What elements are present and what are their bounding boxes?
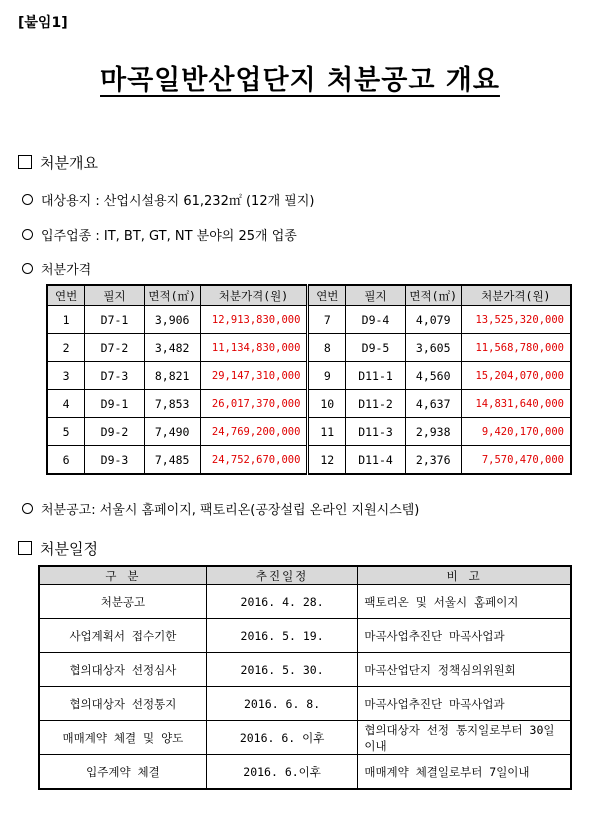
- cell-lot: D7-3: [85, 362, 145, 390]
- cell-note: 협의대상자 선정 통지일로부터 30일 이내: [358, 721, 571, 755]
- cell-lot: D9-3: [85, 446, 145, 475]
- table-row: [47, 362, 571, 390]
- cell-area: 4,560: [405, 362, 461, 390]
- table-row: [39, 755, 571, 790]
- checkbox-square-icon: [18, 541, 32, 555]
- table-row: [47, 306, 571, 334]
- cell-area: 3,605: [405, 334, 461, 362]
- cell-item: 사업계획서 접수기한: [39, 619, 206, 653]
- cell-price: 7,570,470,000: [461, 446, 571, 475]
- cell-no: 11: [308, 418, 346, 446]
- cell-no: 2: [47, 334, 85, 362]
- cell-item: 매매계약 체결 및 양도: [39, 721, 206, 755]
- cell-lot: D9-5: [346, 334, 406, 362]
- schedule-table: [38, 565, 572, 790]
- table-row: [39, 619, 571, 653]
- cell-price: 9,420,170,000: [461, 418, 571, 446]
- cell-price: 26,017,370,000: [200, 390, 308, 418]
- cell-no: 6: [47, 446, 85, 475]
- cell-no: 5: [47, 418, 85, 446]
- bullet-price-title: [22, 259, 91, 278]
- checkbox-square-icon: [18, 155, 32, 169]
- cell-lot: D7-2: [85, 334, 145, 362]
- cell-lot: D11-2: [346, 390, 406, 418]
- cell-lot: D11-4: [346, 446, 406, 475]
- section-overview: [18, 152, 98, 173]
- bullet-notice-text: 처분공고: 서울시 홈페이지, 팩토리온(공장설립 온라인 지원시스템): [41, 503, 420, 518]
- document-title: [0, 58, 600, 97]
- bullet-industries-text: 입주업종 : IT, BT, GT, NT 분야의 25개 업종: [41, 229, 297, 244]
- cell-area: 3,482: [144, 334, 200, 362]
- bullet-industries: [22, 225, 297, 244]
- cell-item: 처분공고: [39, 585, 206, 619]
- document-title-text: 마곡일반산업단지 처분공고 개요: [100, 65, 500, 96]
- cell-date: 2016. 6.이후: [206, 755, 358, 790]
- cell-price: 24,752,670,000: [200, 446, 308, 475]
- price-table-header: 면적(㎡): [405, 285, 461, 306]
- cell-price: 11,134,830,000: [200, 334, 308, 362]
- cell-price: 14,831,640,000: [461, 390, 571, 418]
- cell-area: 2,376: [405, 446, 461, 475]
- cell-price: 15,204,070,000: [461, 362, 571, 390]
- cell-area: 8,821: [144, 362, 200, 390]
- schedule-table-header: 구 분: [39, 566, 206, 585]
- cell-date: 2016. 5. 30.: [206, 653, 358, 687]
- cell-area: 3,906: [144, 306, 200, 334]
- price-table-header: 필지: [85, 285, 145, 306]
- table-row: [47, 418, 571, 446]
- cell-no: 1: [47, 306, 85, 334]
- section-schedule-label: 처분일정: [40, 540, 98, 558]
- circle-bullet-icon: [22, 503, 33, 514]
- circle-bullet-icon: [22, 263, 33, 274]
- cell-date: 2016. 6. 이후: [206, 721, 358, 755]
- cell-note: 마곡사업추진단 마곡사업과: [358, 687, 571, 721]
- price-table-header-row: [47, 285, 571, 306]
- price-table-header: 필지: [346, 285, 406, 306]
- price-table: [46, 284, 572, 475]
- cell-area: 7,853: [144, 390, 200, 418]
- schedule-table-header: 비 고: [358, 566, 571, 585]
- cell-no: 3: [47, 362, 85, 390]
- bullet-price-title-text: 처분가격: [41, 263, 92, 278]
- cell-date: 2016. 4. 28.: [206, 585, 358, 619]
- cell-price: 24,769,200,000: [200, 418, 308, 446]
- cell-note: 매매계약 체결일로부터 7일이내: [358, 755, 571, 790]
- table-row: [47, 446, 571, 475]
- cell-item: 협의대상자 선정심사: [39, 653, 206, 687]
- cell-date: 2016. 6. 8.: [206, 687, 358, 721]
- cell-lot: D9-1: [85, 390, 145, 418]
- cell-note: 마곡사업추진단 마곡사업과: [358, 619, 571, 653]
- cell-date: 2016. 5. 19.: [206, 619, 358, 653]
- bullet-notice: [22, 499, 419, 518]
- cell-no: 10: [308, 390, 346, 418]
- schedule-table-header: 추진일정: [206, 566, 358, 585]
- price-table-header: 연번: [308, 285, 346, 306]
- cell-area: 4,637: [405, 390, 461, 418]
- section-overview-label: 처분개요: [40, 154, 98, 172]
- cell-lot: D11-1: [346, 362, 406, 390]
- cell-no: 8: [308, 334, 346, 362]
- table-row: [39, 653, 571, 687]
- cell-no: 12: [308, 446, 346, 475]
- cell-no: 9: [308, 362, 346, 390]
- table-row: [39, 721, 571, 755]
- table-row: [47, 334, 571, 362]
- cell-area: 4,079: [405, 306, 461, 334]
- cell-price: 11,568,780,000: [461, 334, 571, 362]
- table-row: [47, 390, 571, 418]
- cell-price: 12,913,830,000: [200, 306, 308, 334]
- price-table-header: 처분가격(원): [461, 285, 571, 306]
- cell-note: 마곡산업단지 정책심의위원회: [358, 653, 571, 687]
- cell-item: 입주계약 체결: [39, 755, 206, 790]
- cell-price: 13,525,320,000: [461, 306, 571, 334]
- cell-lot: D9-4: [346, 306, 406, 334]
- cell-area: 7,485: [144, 446, 200, 475]
- cell-lot: D7-1: [85, 306, 145, 334]
- cell-item: 협의대상자 선정통지: [39, 687, 206, 721]
- circle-bullet-icon: [22, 194, 33, 205]
- bullet-target-land-text: 대상용지 : 산업시설용지 61,232㎡ (12개 필지): [41, 194, 315, 209]
- cell-lot: D11-3: [346, 418, 406, 446]
- cell-no: 7: [308, 306, 346, 334]
- attachment-label: [붙임1]: [18, 15, 68, 31]
- price-table-header: 연번: [47, 285, 85, 306]
- cell-no: 4: [47, 390, 85, 418]
- cell-price: 29,147,310,000: [200, 362, 308, 390]
- table-row: [39, 585, 571, 619]
- cell-area: 7,490: [144, 418, 200, 446]
- cell-area: 2,938: [405, 418, 461, 446]
- schedule-table-header-row: [39, 566, 571, 585]
- circle-bullet-icon: [22, 229, 33, 240]
- table-row: [39, 687, 571, 721]
- price-table-header: 면적(㎡): [144, 285, 200, 306]
- cell-note: 팩토리온 및 서울시 홈페이지: [358, 585, 571, 619]
- price-table-header: 처분가격(원): [200, 285, 308, 306]
- bullet-target-land: [22, 190, 314, 209]
- section-schedule: [18, 538, 98, 559]
- cell-lot: D9-2: [85, 418, 145, 446]
